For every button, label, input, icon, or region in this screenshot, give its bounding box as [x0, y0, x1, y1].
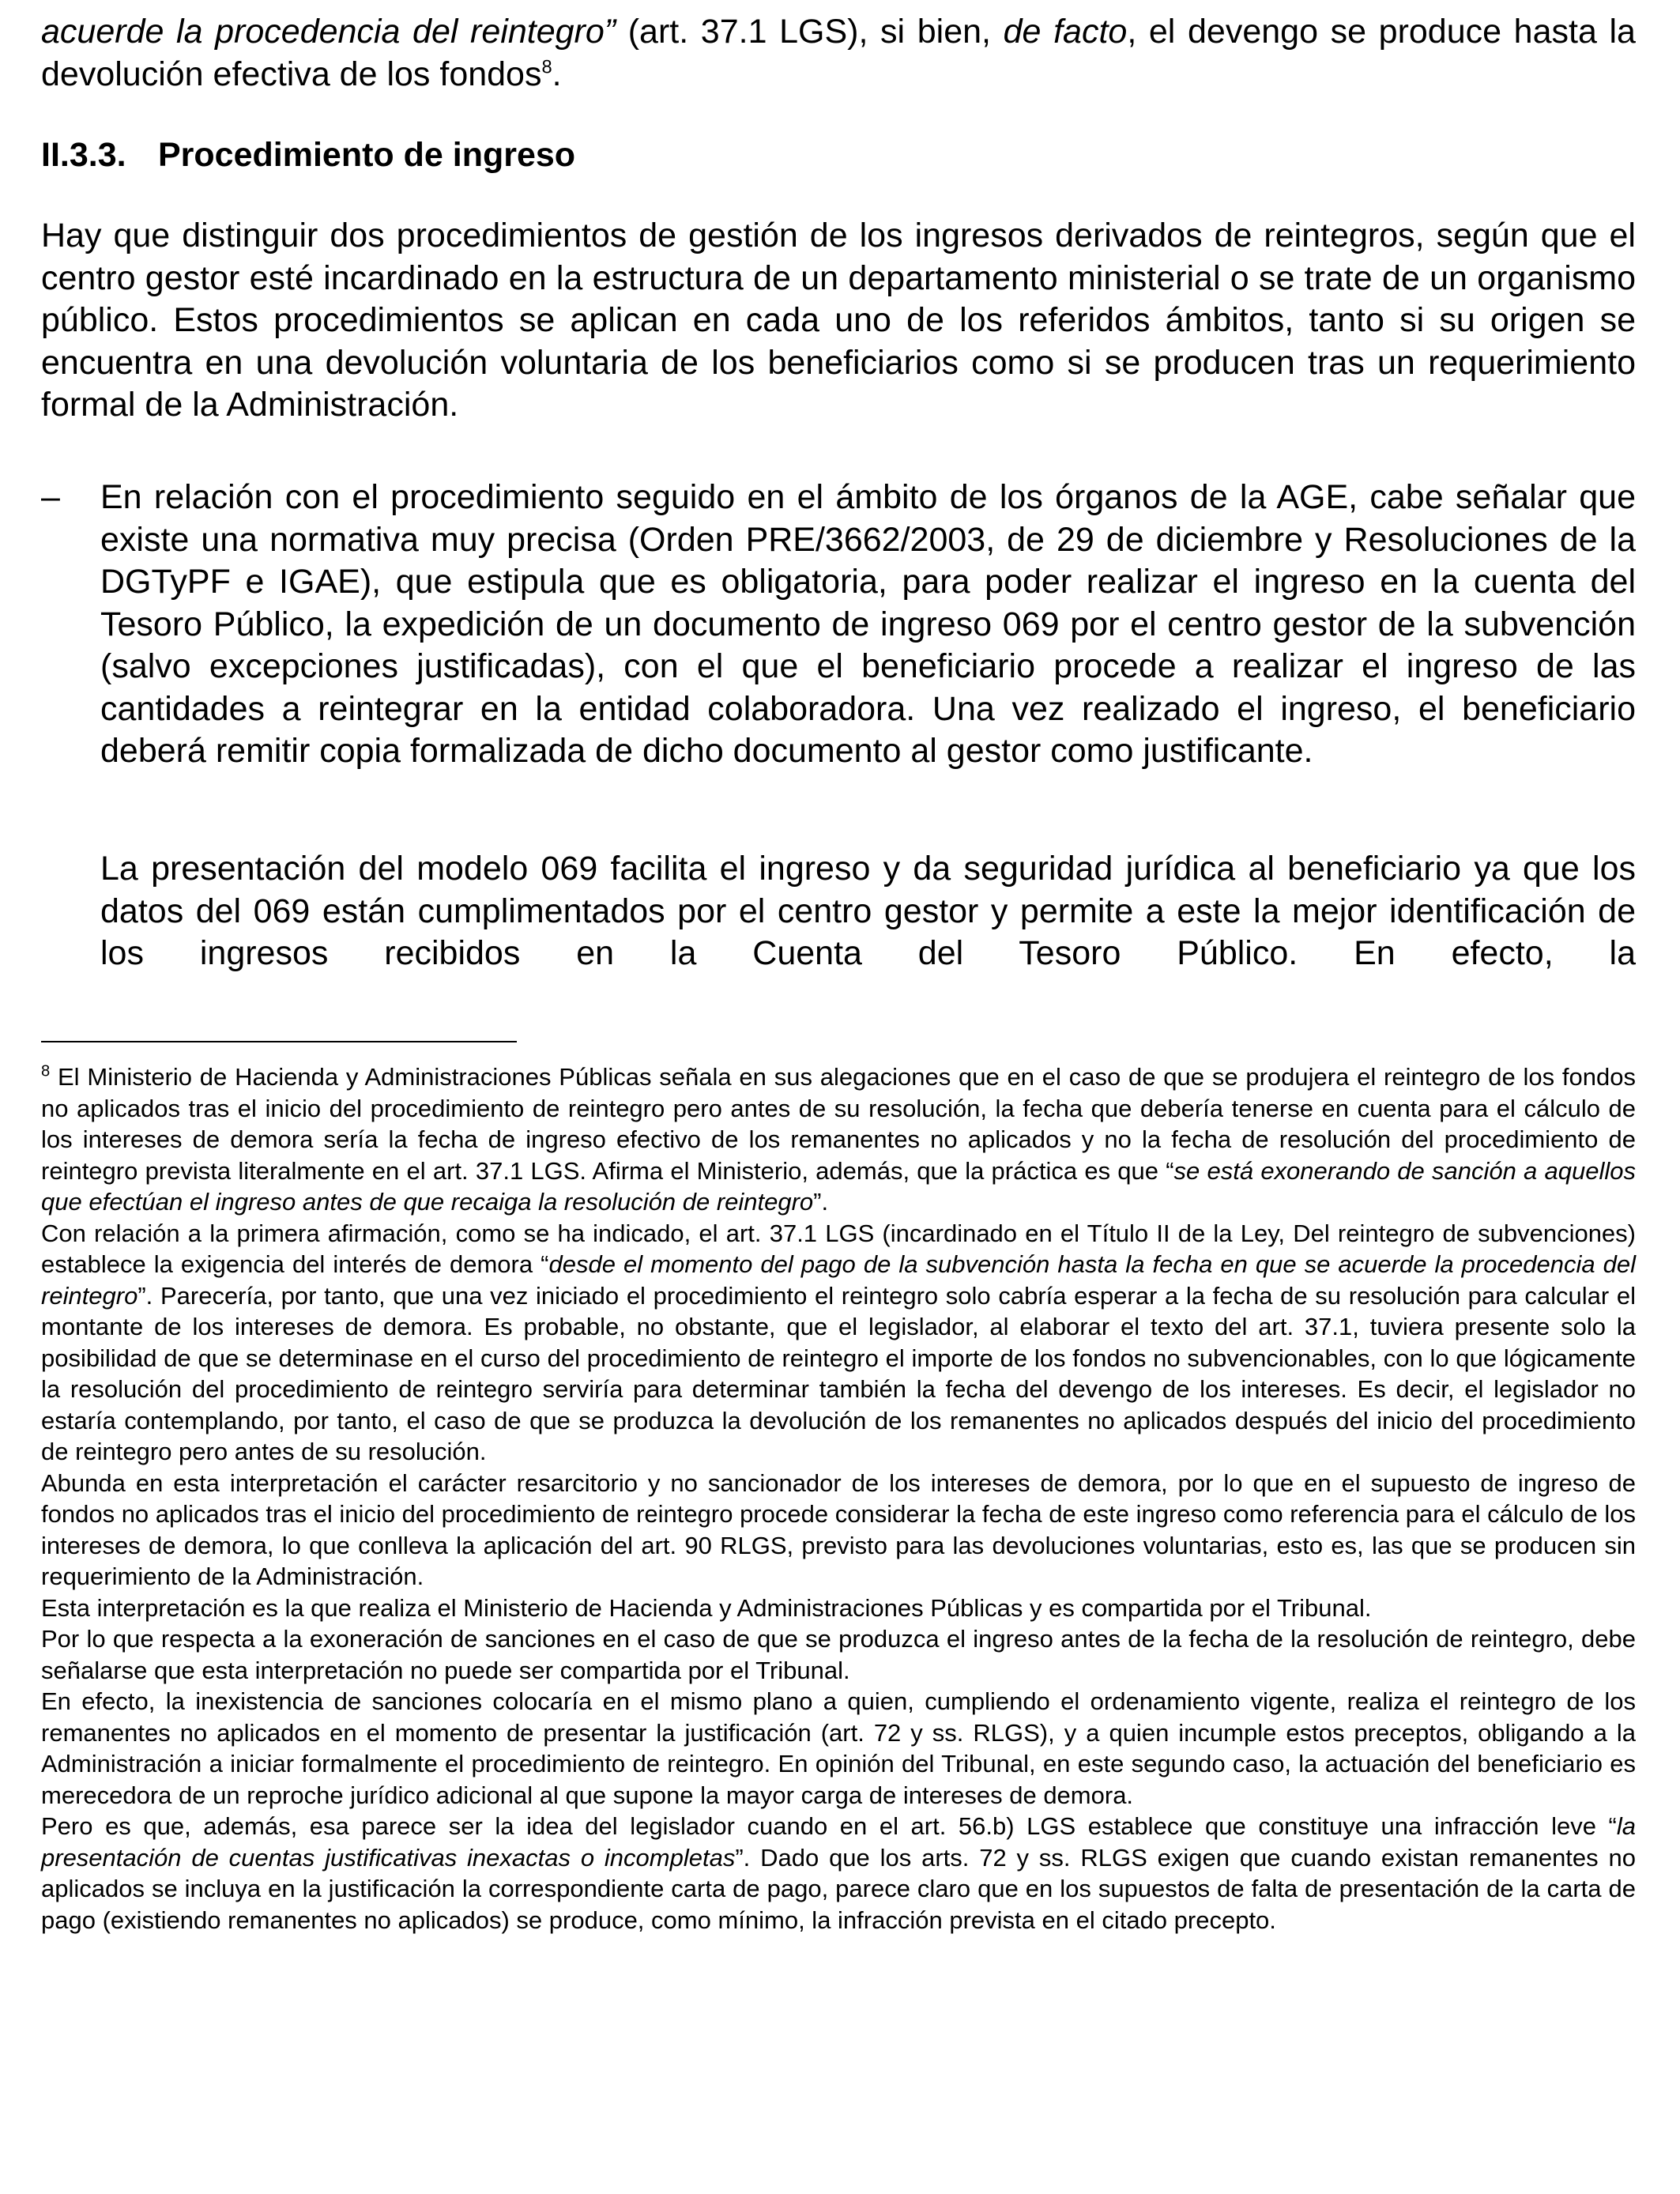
intro-de-facto: de facto — [1003, 13, 1128, 51]
bullet-dash: – — [41, 478, 60, 516]
footnotes — [41, 1061, 1636, 1936]
intro-end: . — [552, 55, 562, 93]
section-heading — [41, 134, 575, 176]
footnote-p2-text-b: ”. Parecería, por tanto, que una vez iniciado el procedimiento el reintegro solo cabría esperar a la fecha de su resolución para calcular el montante de los intereses de demora. Es probable, no obstante, que el legislador, al elaborar el texto del art. 37.1, tuviera presente solo la posibilidad de que se determinase en el curso del procedimiento de reintegro el importe de los fondos no subvencionables, con lo que lógicamente la resolución del procedimiento de reintegro serviría para determinar también la fecha del devengo de los intereses. Es decir, el legislador no estaría contemplando, por tanto, el caso de que se produzca la devolución de los remanentes no aplicados después del inicio del procedimiento de reintegro pero antes de su resolución. — [41, 1281, 1636, 1465]
intro-quote-italic: acuerde la procedencia del reintegro” — [41, 13, 616, 51]
footnote-paragraph-7 — [41, 1811, 1636, 1936]
intro-rest: , el devengo se produce hasta la devolución efectiva de los fondos — [41, 13, 1636, 93]
footnote-paragraph-6: En efecto, la inexistencia de sanciones colocaría en el mismo plano a quien, cumpliendo el ordenamiento vigente, realiza el reintegro de los remanentes no aplicados en el momento de presentar la justificación (art. 72 y ss. RLGS), y a quien incumple estos preceptos, obligando a la Administración a iniciar formalmente el procedimiento de reintegro. En opinión del Tribunal, en este segundo caso, la actuación del beneficiario es merecedora de un reproche jurídico adicional al que supone la mayor carga de intereses de demora. — [41, 1687, 1636, 1809]
footnote-paragraph-4: Esta interpretación es la que realiza el Ministerio de Hacienda y Administraciones Públicas y es compartida por el Tribunal. — [41, 1593, 1372, 1622]
footnote-p7-text-a: Pero es que, además, esa parece ser la idea del legislador cuando en el art. 56.b) LGS establece que constituye una infracción leve “ — [41, 1812, 1617, 1840]
footnote-8-text: El Ministerio de Hacienda y Administraciones Públicas señala en sus alegaciones que en el caso de que se produjera el reintegro de los fondos no aplicados tras el inicio del procedimiento de reintegro pero antes de su resolución, la fecha que debería tenerse en cuenta para el cálculo de los intereses de demora sería la fecha de ingreso efectivo de los remanentes no aplicados y no la fecha de resolución del procedimiento de reintegro prevista literalmente en el art. 37.1 LGS. Afirma el Ministerio, además, que la práctica es que “ — [41, 1063, 1636, 1185]
footnote-paragraph-3: Abunda en esta interpretación el carácter resarcitorio y no sancionador de los intereses de demora, por lo que en el supuesto de ingreso de fondos no aplicados tras el inicio del procedimiento de reintegro procede considerar la fecha de este ingreso como referencia para el cálculo de los intereses de demora, lo que conlleva la aplicación del art. 90 RLGS, previsto para las devoluciones voluntarias, esto es, las que se producen sin requerimiento de la Administración. — [41, 1468, 1636, 1590]
intro-article-ref: (art. 37.1 LGS), si bien, — [616, 13, 1004, 51]
footnote-separator — [41, 1041, 517, 1042]
footnote-p7-quote: la presentación de cuentas justificativas inexactas o incompletas — [41, 1812, 1636, 1872]
bullet-text-age: En relación con el procedimiento seguido en el ámbito de los órganos de la AGE, cabe señalar que existe una normativa muy precisa (Orden PRE/3662/2003, de 29 de diciembre y Resoluciones de la DGTyPF e IGAE), que estipula que es obligatoria, para poder realizar el ingreso en la cuenta del Tesoro Público, la expedición de un documento de ingreso 069 por el centro gestor de la subvención (salvo excepciones justificadas), con el que el beneficiario procede a realizar el ingreso de las cantidades a reintegrar en la entidad colaboradora. Una vez realizado el ingreso, el beneficiario deberá remitir copia formalizada de dicho documento al gestor como justificante. — [100, 478, 1636, 770]
paragraph-procedures: Hay que distinguir dos procedimientos de gestión de los ingresos derivados de reintegros, según que el centro gestor esté incardinado en la estructura de un departamento ministerial o se trate de un organismo público. Estos procedimientos se aplican en cada uno de los referidos ámbitos, tanto si su origen se encuentra en una devolución voluntaria de los beneficiarios como si se producen tras un requerimiento formal de la Administración. — [41, 217, 1636, 424]
footnote-paragraph-2 — [41, 1218, 1636, 1468]
footnote-p2-quote: desde el momento del pago de la subvención hasta la fecha en que se acuerde la procedencia del reintegro — [41, 1250, 1636, 1310]
footnote-p7-text-b: ”. Dado que los arts. 72 y ss. RLGS exigen que cuando existan remanentes no aplicados se incluya en la justificación la correspondiente carta de pago, parece claro que en los supuestos de falta de presentación de la carta de pago (existiendo remanentes no aplicados) se produce, como mínimo, la infracción prevista en el citado precepto. — [41, 1843, 1636, 1934]
bullet-text-069: La presentación del modelo 069 facilita el ingreso y da seguridad jurídica al beneficiario ya que los datos del 069 están cumplimentados por el centro gestor y permite a este la mejor identificación de los ingresos recibidos en la Cuenta del Tesoro Público. En efecto, la — [100, 850, 1636, 972]
section-number: II.3.3. — [41, 136, 126, 174]
footnote-ref-8[interactable]: 8 — [541, 57, 552, 78]
footnote-8-quote: se está exonerando de sanción a aquellos que efectúan el ingreso antes de que recaiga la resolución de reintegro — [41, 1156, 1636, 1216]
footnote-paragraph-5: Por lo que respecta a la exoneración de sanciones en el caso de que se produzca el ingreso antes de la fecha de la resolución de reintegro, debe señalarse que esta interpretación no puede ser compartida por el Tribunal. — [41, 1625, 1636, 1684]
footnote-8-mark: 8 — [41, 1062, 51, 1080]
footnote-8-end: ”. — [813, 1188, 829, 1216]
section-title: Procedimiento de ingreso — [158, 136, 576, 174]
footnote-8 — [41, 1061, 1636, 1218]
intro-continuation — [41, 11, 1636, 96]
footnote-p2-text-a: Con relación a la primera afirmación, como se ha indicado, el art. 37.1 LGS (incardinado en el Título II de la Ley, Del reintegro de subvenciones) establece la exigencia del interés de demora “ — [41, 1219, 1636, 1278]
